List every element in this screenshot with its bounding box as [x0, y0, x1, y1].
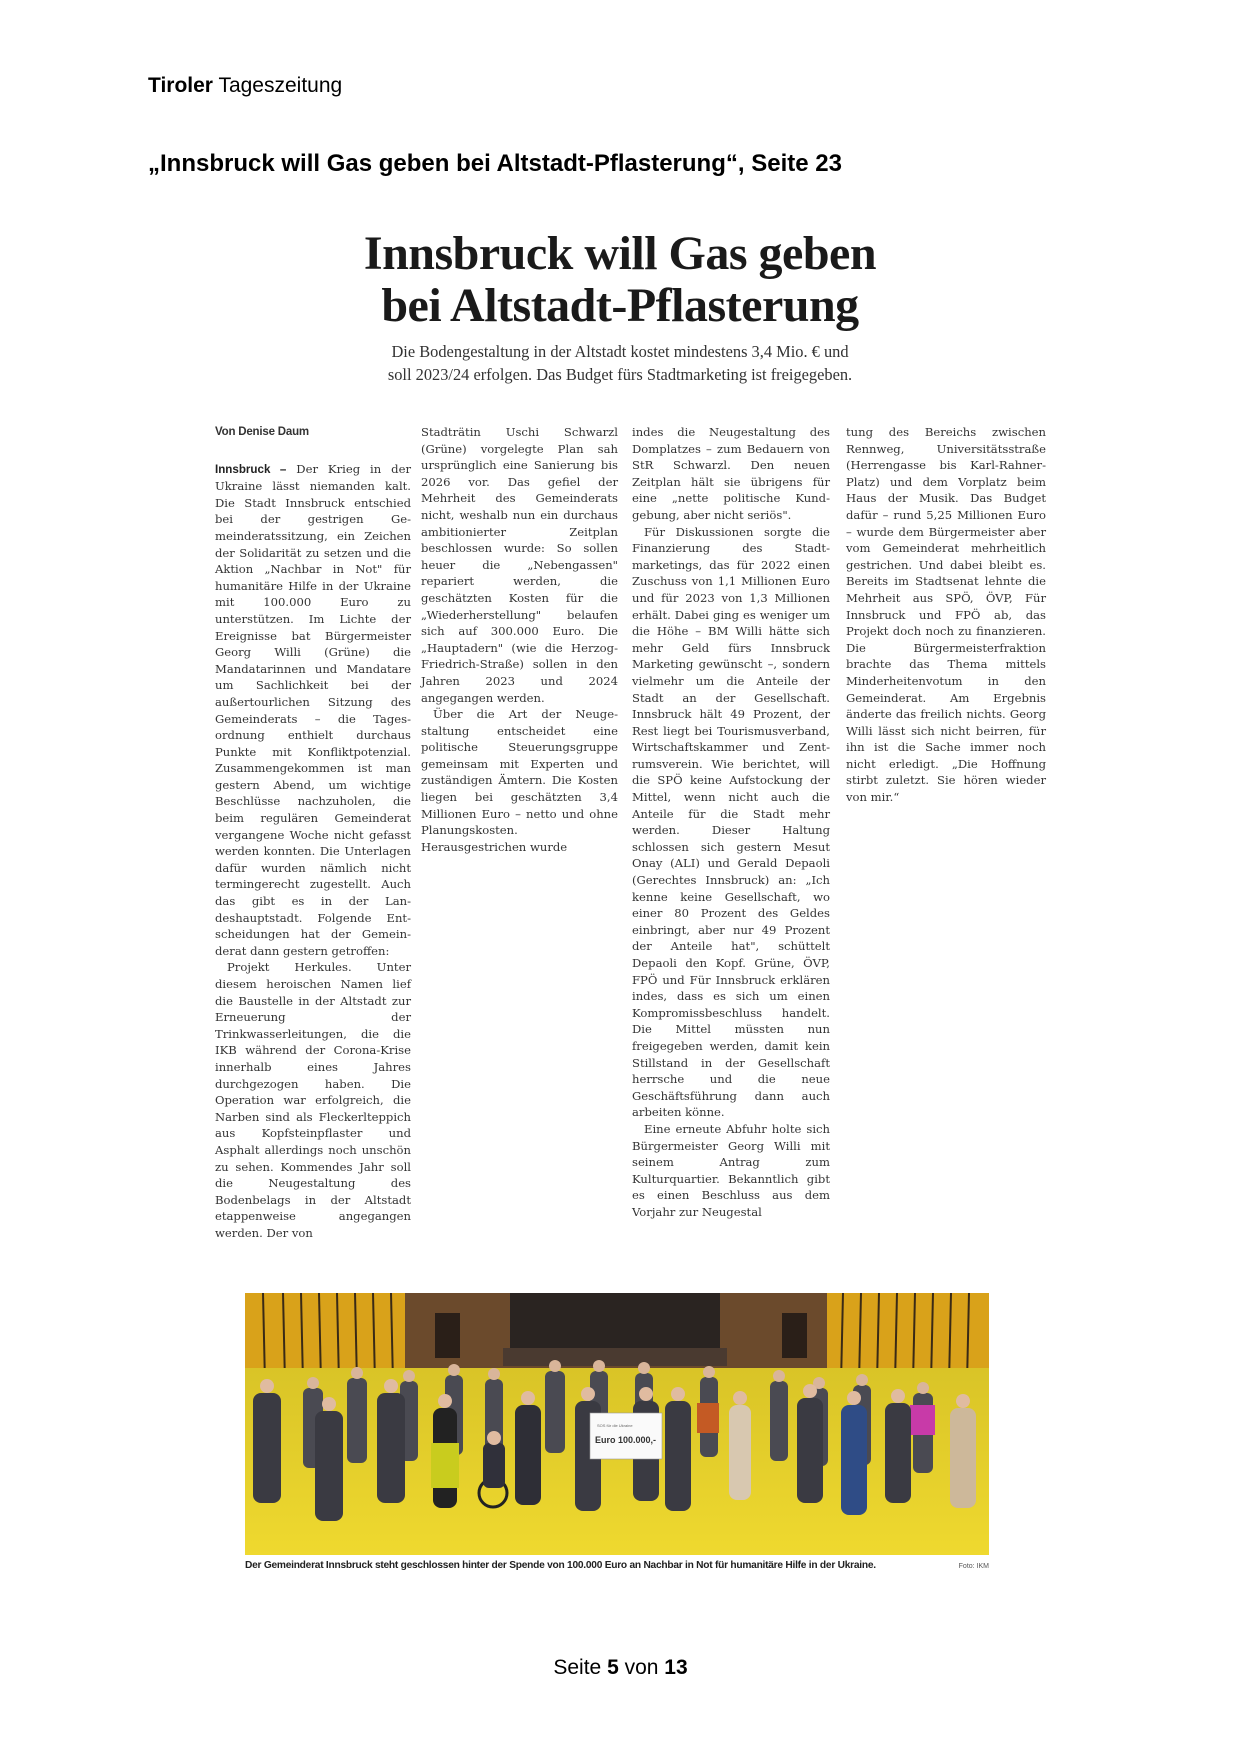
- publication-name-regular: Tageszeitung: [218, 74, 343, 97]
- cheque-small-text: SOS für die Ukraine: [597, 1423, 633, 1428]
- article-column-1: [215, 424, 411, 1242]
- document-title: „Innsbruck will Gas geben bei Altstadt-Pflasterung“, Seite 23: [148, 150, 842, 177]
- headline-line-1: Innsbruck will Gas geben: [363, 227, 877, 280]
- paragraph: Innsbruck – Der Krieg in der Ukraine lässt niemanden kalt. Die Stadt Innsbruck entschied bei der gestrigen Gemeinderatssitzung, ein Zeichen der Solidarität zu setzen und die Aktion „Nachbar in Not" für humanitäre Hilfe in der Ukraine mit 100.000 Euro zu unterstützen. Im Lichte der Ereignisse bat Bürgermeister Georg Willi (Grüne) die Mandatarinnen und Mandatare um Sachlichkeit bei der außertourlichen Sitzung des Gemeinderats – die Tagesordnung enthielt durchaus Punkte mit Konfliktpotenzial. Zusammengekommen ist man gestern Abend, um wichtige Beschlüsse nachzuholen, die beim regulären Gemeinderat vergangene Woche nicht gefasst werden konnten. Die Unterlagen dafür wurden nämlich nicht termingerecht zugestellt. Auch das gibt es in der Landeshauptstadt. Folgende Entscheidungen hat der Gemeinderat dann gestern getroffen:: [215, 461, 412, 958]
- article-headline: [300, 228, 940, 332]
- paragraph: Über die Art der Neugestaltung entscheidet eine politische Steuerungsgruppe gemeinsam mit Experten und zuständigen Ämtern. Die Kosten liegen bei geschätzten 3,4 Millionen Euro – netto und ohne Planungskosten. Herausgestrichen wurde: [421, 707, 618, 854]
- publication-name: [148, 74, 342, 98]
- article-column-4: [846, 424, 1046, 1242]
- article-body: [215, 424, 1046, 1242]
- photo-caption: Der Gemeinderat Innsbruck steht geschlossen hinter der Spende von 100.000 Euro an Nachbar in Not für humanitäre Hilfe in der Ukraine.: [245, 1560, 876, 1571]
- subhead-line-1: Die Bodengestaltung in der Altstadt kostet mindestens 3,4 Mio. € und: [391, 342, 849, 361]
- paragraph: Für Diskussionen sorgte die Finanzierung des Stadtmarketings, das für 2022 einen Zuschuss von 1,1 Millionen Euro und für 2023 von 1,3 Millionen erhält. Dabei ging es weniger um die Höhe – BM Willi hätte sich mehr Geld fürs Innsbruck Marketing gewünscht –, sondern vielmehr um die Anteile der Stadt an der Gesellschaft. Innsbruck hält 49 Prozent, der Rest liegt bei Tourismusverband, Wirtschaftskammer und Zentrumsverein. Wie berichtet, will die SPÖ keine Aufstockung der Mittel, wenn nicht auch die Anteile für die Stadt mehr werden. Dieser Haltung schlossen sich gestern Mesut Onay (ALI) und Gerald Depaoli (Gerechtes Innsbruck) an: „Ich kenne keine Gesellschaft, wo einer 80 Prozent des Geldes einbringt, aber nur 49 Prozent der Anteile hat", schüttelt Depaoli den Kopf. Grüne, ÖVP, FPÖ und Für Innsbruck erklären indes, dass es sich um einen Kompromissbeschluss handelt. Die Mittel müssten nun freigegeben werden, damit kein Stillstand in der Gesellschaft herrsche und die neue Geschäftsführung dann auch arbeiten könne.: [632, 524, 830, 1120]
- page-of-label: von: [624, 1656, 659, 1679]
- paragraph: Projekt Herkules. Unter diesem heroischen Namen lief die Baustelle in der Altstadt zur Erneuerung der Trinkwasserleitungen, die die IKB während der Corona-Krise innerhalb eines Jahres durchgezogen haben. Die Operation war erfolgreich, die Narben sind als Fleckerlteppich aus Kopfsteinpflaster und Asphalt allerdings noch unschön zu sehen. Kommendes Jahr soll die Neugestaltung des Bodenbelags in der Altstadt etappenweise angegangen werden. Der von: [215, 960, 411, 1240]
- byline: Von Denise Daum: [215, 426, 309, 438]
- article-photo: [245, 1293, 989, 1555]
- publication-name-bold: Tiroler: [148, 74, 213, 97]
- photo-caption-row: [245, 1560, 989, 1571]
- total-pages-number: 13: [664, 1656, 688, 1679]
- paragraph: tung des Bereichs zwischen Rennweg, Universitätsstraße (Herrengasse bis Karl-Rahner-Platz) und dem Vorplatz beim Haus der Musik. Das Budget dafür – rund 5,25 Millionen Euro – wurde dem Bürgermeister aber vom Gemeinderat mehrheitlich gestrichen. Und dabei bleibt es. Bereits im Stadtsenat lehnte die Mehrheit aus SPÖ, ÖVP, Für Innsbruck und FPÖ ab, das Projekt doch noch zu finanzieren. Die Bürgermeisterfraktion brachte das Thema mittels Minderheitenvotum in den Gemeinderat. Am Ergebnis änderte das freilich nichts. Georg Willi lässt sich nicht beirren, für ihn ist die Sache immer noch nicht erledigt. „Die Hoffnung stirbt zuletzt. Sie hören wieder von mir.“: [846, 425, 1046, 805]
- subhead-line-2: soll 2023/24 erfolgen. Das Budget fürs Stadtmarketing ist freigegeben.: [387, 365, 853, 384]
- current-page-number: 5: [607, 1656, 619, 1679]
- article-column-2: [421, 424, 618, 1242]
- article-subhead: [320, 340, 920, 386]
- paragraph: indes die Neugestaltung des Domplatzes – zum Bedauern von StR Schwarzl. Den neuen Zeitplan hält sie übrigens für eine „nette politische Kundgebung, aber nicht seriös".: [632, 425, 830, 522]
- article-column-3: [632, 424, 830, 1242]
- paragraph: Stadträtin Uschi Schwarzl (Grüne) vorgelegte Plan sah ursprünglich eine Sanierung bis 2026 vor. Das gefiel der Mehrheit des Gemeinderats nicht, weshalb nun ein durchaus ambitionierter Zeitplan beschlossen wurde: So sollen heuer die „Nebengassen" repariert werden, die geschätzten Kosten für die „Wiederherstellung" belaufen sich auf 300.000 Euro. Die „Hauptadern" (wie die Herzog-Friedrich-Straße) sollen in den Jahren 2023 und 2024 angegangen werden.: [421, 425, 618, 705]
- photo-credit: Foto: IKM: [958, 1563, 989, 1570]
- cheque-amount: Euro 100.000,-: [595, 1435, 657, 1445]
- page-footer: [0, 1656, 1241, 1680]
- group-photo-illustration: [245, 1293, 989, 1555]
- dateline: Innsbruck –: [215, 462, 287, 476]
- headline-line-2: bei Altstadt-Pflasterung: [381, 279, 859, 332]
- paragraph: Eine erneute Abfuhr holte sich Bürgermeister Georg Willi mit seinem Antrag zum Kulturquartier. Bekanntlich gibt es einen Beschluss aus dem Vorjahr zur Neugestal: [632, 1121, 830, 1219]
- page-label: Seite: [553, 1656, 602, 1679]
